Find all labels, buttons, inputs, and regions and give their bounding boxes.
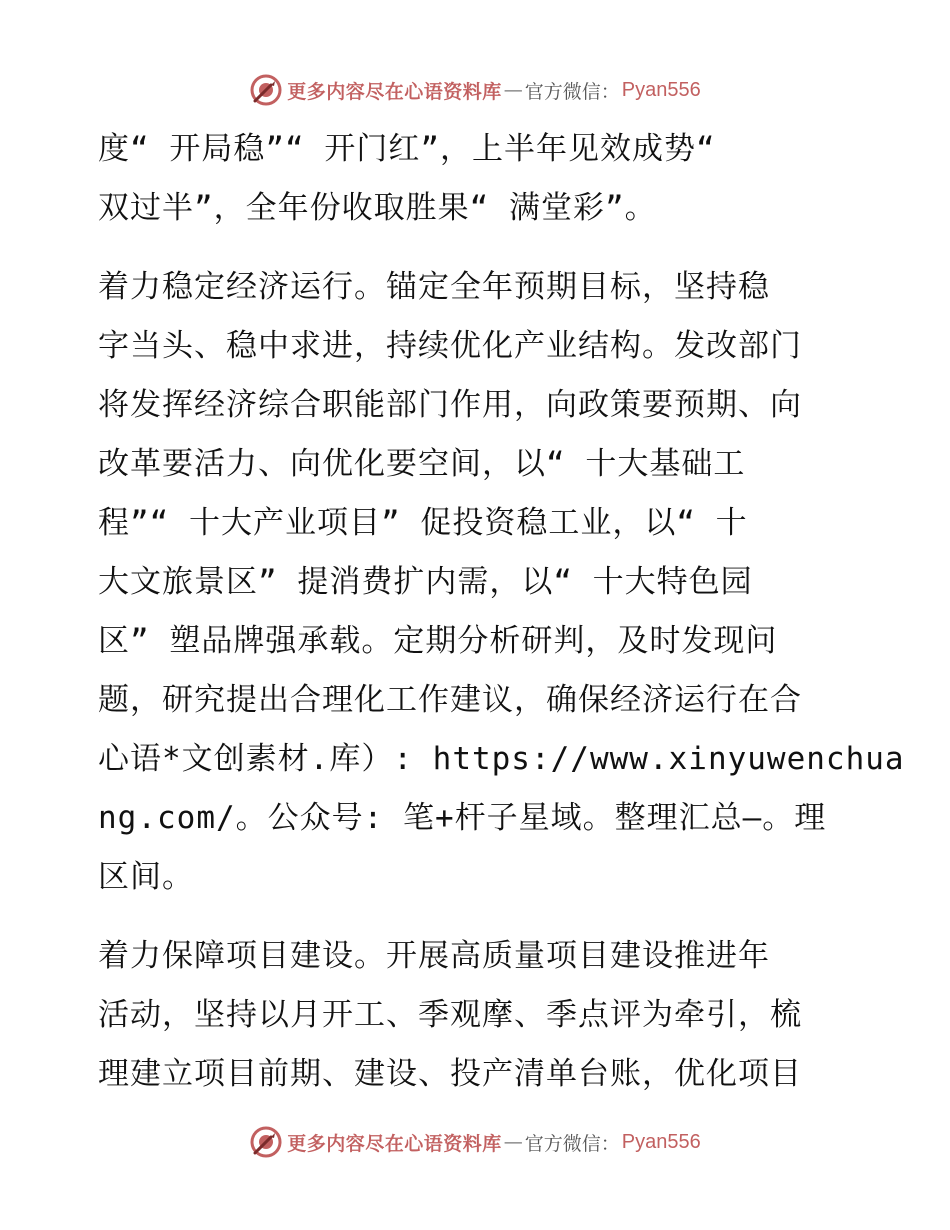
- paragraph-gap: [98, 238, 858, 258]
- text-line: 着力保障项目建设。开展高质量项目建设推进年: [98, 938, 770, 974]
- text-line: 理建立项目前期、建设、投产清单台账，优化项目: [98, 1056, 802, 1092]
- footer-wechat-id: Pyan556: [621, 1130, 701, 1153]
- header-wechat-id: Pyan556: [621, 78, 701, 101]
- text-line: 字当头、稳中求进，持续优化产业结构。发改部门: [98, 328, 802, 364]
- text-line: 区间。: [98, 859, 194, 895]
- page-header: [0, 70, 950, 110]
- footer-brand-text: 更多内容尽在心语资料库: [287, 1132, 502, 1155]
- document-body: [98, 120, 905, 1104]
- footer-wechat-label: 官方微信：: [524, 1132, 620, 1155]
- paragraph-3: [98, 927, 858, 1104]
- header-separator: —: [503, 79, 523, 101]
- footer-separator: —: [503, 1131, 523, 1153]
- page-footer: [0, 1122, 950, 1162]
- text-line: ng.com/。公众号: 笔+杆子星域。整理汇总—。理: [98, 800, 827, 836]
- text-line: 题，研究提出合理化工作建议，确保经济运行在合: [98, 682, 802, 718]
- header-brand-text: 更多内容尽在心语资料库: [287, 80, 502, 103]
- text-line: 改革要活力、向优化要空间，以“ 十大基础工: [98, 446, 746, 482]
- brand-logo-icon: [249, 1125, 283, 1159]
- text-line: 程”“ 十大产业项目” 促投资稳工业，以“ 十: [98, 505, 748, 541]
- text-line: 度“ 开局稳”“ 开门红”，上半年见效成势“: [98, 131, 716, 167]
- paragraph-2: [98, 258, 905, 907]
- text-line: 心语*文创素材.库）: https://www.xinyuwenchua: [98, 741, 905, 777]
- text-line: 大文旅景区” 提消费扩内需，以“ 十大特色园: [98, 564, 753, 600]
- text-line: 区” 塑品牌强承载。定期分析研判，及时发现问: [98, 623, 778, 659]
- text-line: 双过半”，全年份收取胜果“ 满堂彩”。: [98, 190, 657, 226]
- paragraph-gap: [98, 907, 858, 927]
- text-line: 活动，坚持以月开工、季观摩、季点评为牵引，梳: [98, 997, 802, 1033]
- header-wechat-label: 官方微信：: [524, 80, 620, 103]
- brand-logo-icon: [249, 73, 283, 107]
- text-line: 将发挥经济综合职能部门作用，向政策要预期、向: [98, 387, 802, 423]
- paragraph-1: [98, 120, 858, 238]
- text-line: 着力稳定经济运行。锚定全年预期目标，坚持稳: [98, 269, 770, 305]
